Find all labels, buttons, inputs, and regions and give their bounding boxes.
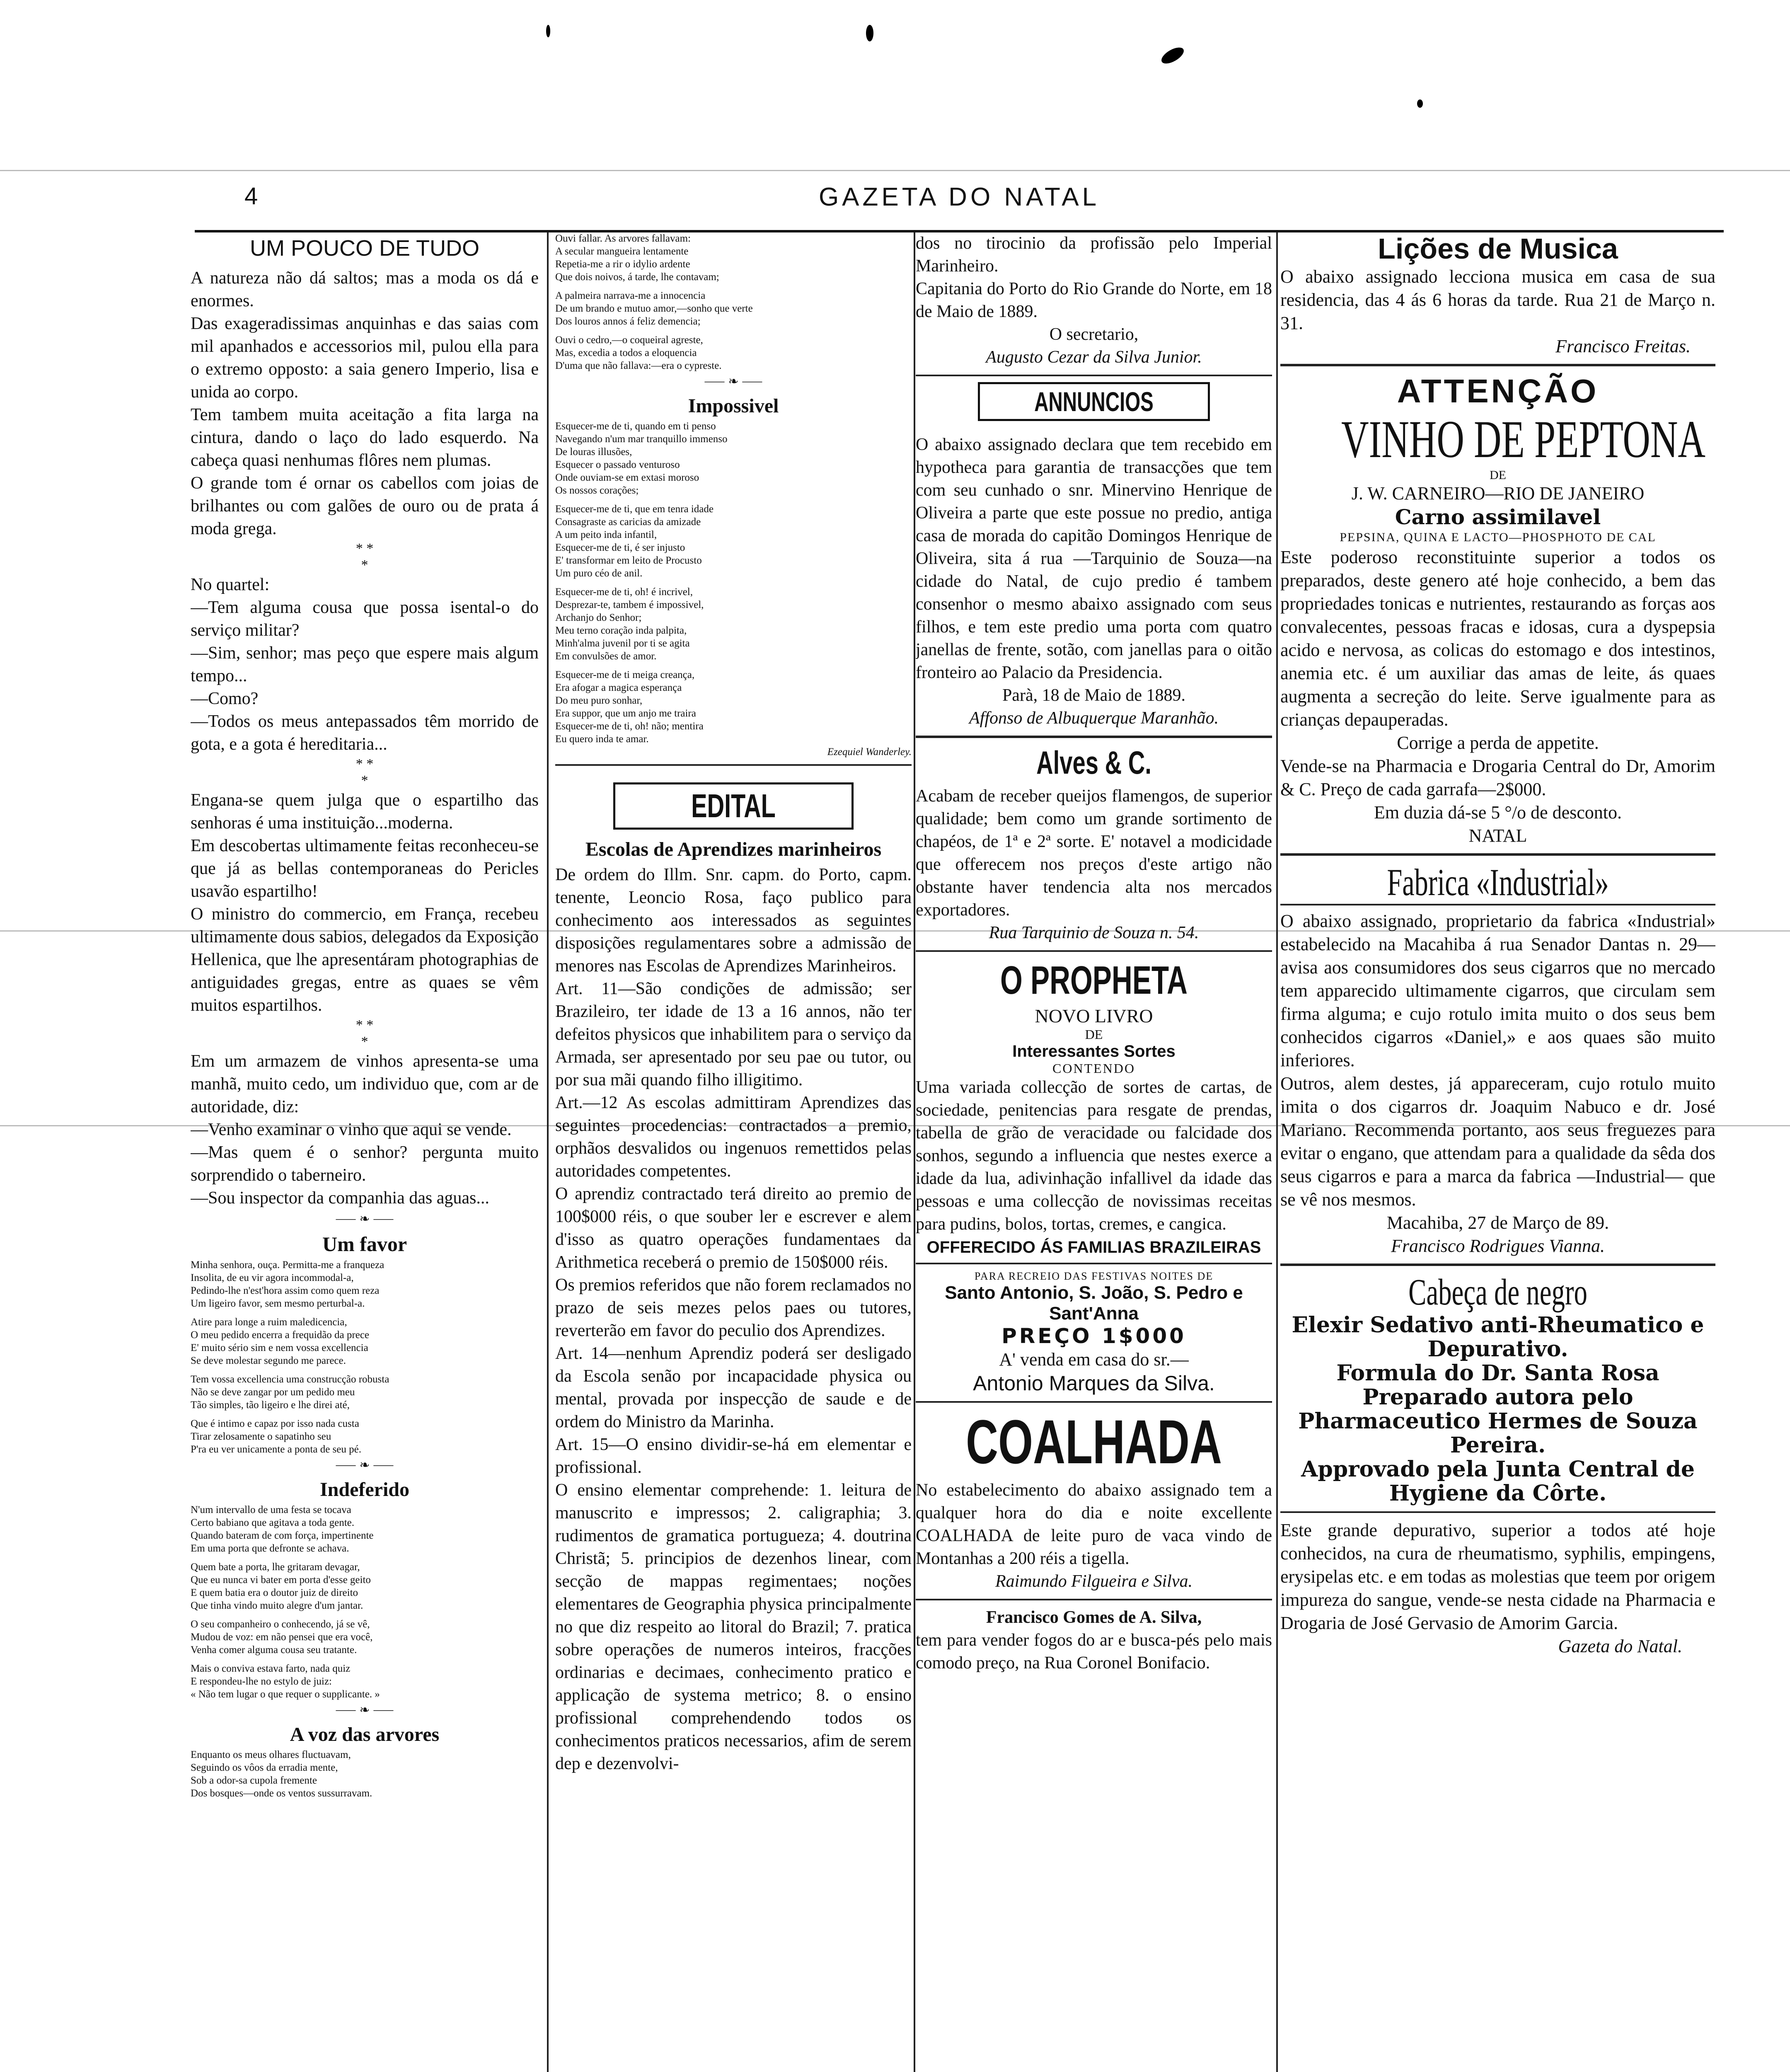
vinho-paragraph: Vende-se na Pharmacia e Drogaria Central do Dr, Amorim & C. Preço de cada garrafa—2$000. — [1280, 756, 1715, 799]
verse-line: Esquecer-me de ti, oh! é incrivel, — [555, 586, 693, 598]
article-paragraph: Engana-se quem julga que o espartilho das senhoras é uma instituição...moderna. — [191, 791, 539, 833]
poem-continuation — [555, 232, 912, 372]
verse-line: Esquecer o passado venturoso — [555, 459, 680, 470]
verse-line — [555, 328, 912, 334]
verse-line: Um puro céo de anil. — [555, 568, 643, 579]
verse-line: De um brando e mutuo amor,—sonho que verte — [555, 303, 753, 314]
verse-line: Certo babiano que agitava a toda gente. — [191, 1517, 354, 1528]
propheta-santos: Santo Antonio, S. João, S. Pedro e Sant'Anna — [945, 1283, 1243, 1324]
dialogue-line: —Todos os meus antepassados têm morrido de gota, e a gota é hereditaria... — [191, 712, 539, 754]
section-divider — [916, 736, 1272, 738]
edital-paragraph: O aprendiz contractado terá direito ao premio de 100$000 réis, o que souber ler e escrever e alem d'isso as quatro operações fundamentaes da Arithmetica receberá o premio de 150$000 réis. — [555, 1184, 912, 1272]
verse-line: Atire para longe a ruim maledicencia, — [191, 1317, 347, 1328]
verse-line: A secular mangueira lentamente — [555, 246, 689, 257]
verse-line: Esquecer-me de ti meiga creança, — [555, 669, 695, 680]
article-paragraph: O ministro do commercio, em França, recebeu ultimamente dous sabios, delegados da Exposição Hellenica, que lhe apresentáram photographias de antiguidades gregas, entre as quaes se vêm muitos espartilhos. — [191, 905, 539, 1015]
licoes-signature: Francisco Freitas. — [1555, 336, 1691, 356]
verse-line: Quem bate a porta, lhe gritaram devagar, — [191, 1561, 360, 1573]
propheta-subtitle: NOVO LIVRO — [1035, 1005, 1153, 1026]
edital-continuation: dos no tirocinio da profissão pelo Imperial Marinheiro. — [916, 234, 1272, 276]
verse-line: Que eu nunca vi bater em porta d'esse geito — [191, 1574, 371, 1585]
article-paragraph: Em descobertas ultimamente feitas reconheceu-se que já as bellas contemporaneas do Pericles usavão espartilho! — [191, 836, 539, 901]
verse-line: Os nossos corações; — [555, 485, 639, 496]
verse-line: Um ligeiro favor, sem mesmo perturbal-a. — [191, 1298, 365, 1309]
verse-line: D'uma que não fallava:—era o cypreste. — [555, 360, 722, 371]
propheta-de: DE — [1085, 1027, 1103, 1042]
ornament-divider: ⸺ ❧ ⸺ — [335, 1703, 394, 1717]
propheta-title: O PROPHETA — [1000, 958, 1188, 1002]
poem-um-favor — [191, 1259, 539, 1456]
verse-line: Quando bateram de com força, impertinente — [191, 1530, 374, 1541]
verse-line: Venha comer alguma cousa seu tratante. — [191, 1644, 357, 1656]
verse-line — [191, 1310, 539, 1316]
annuncio-paragraph: O abaixo assignado declara que tem recebido em hypotheca para garantia de transacções que tem com seu cunhado o snr. Minervino Henrique de Oliveira a parte que este possue no predio, antiga casa de morada do capitão Domingos Henrique de Oliveira, sita á rua —Tarquinio de Souza—na cidade do Natal, de cujo predio é tambem consenhor o mesmo abaixo assignado com seus filhos, e tem este predio uma porta com quatro janellas de frente, sotão, com janellas para o oitão fronteiro ao Palacio da Presidencia. — [916, 435, 1272, 682]
verse-line: E quem batia era o doutor juiz de direito — [191, 1587, 358, 1598]
verse-line: Mudou de voz: em não pensei que era você, — [191, 1631, 373, 1643]
verse-line: Esquecer-me de ti, que em tenra idade — [555, 503, 714, 515]
column-4 — [1280, 232, 1715, 2072]
licoes-title: Lições de Musica — [1378, 232, 1618, 265]
section-divider — [555, 764, 912, 766]
licoes-paragraph: O abaixo assignado lecciona musica em casa de sua residencia, das 4 ás 6 horas da tarde. Rua 21 de Março n. 31. — [1280, 266, 1715, 333]
verse-line: Tão simples, tão ligeiro e lhe direi até, — [191, 1399, 350, 1411]
section-divider — [916, 1401, 1272, 1403]
article-paragraph: A natureza não dá saltos; mas a moda os dá e enormes. — [191, 269, 539, 310]
verse-line: Esquecer-me de ti, quando em ti penso — [555, 421, 716, 432]
edital-paragraph: O ensino elementar comprehende: 1. leitura de manuscrito e impressos; 2. caligraphia; 3. rudimentos de gramatica portugueza; 4. doutrina Christã; 5. principios de dezenhos linear, com secção de mappas regimentaes; noções elementares de Geographia physica principalmente no que diz respeito ao litoral do Brazil; 7. pratica sobre operações de numeros inteiros, fracções ordinarias e decimaes, conhecimento pratico e applicação de systema metrico; 8. o ensino profissional comprehendendo todos os conhecimentos praticos necessarios, afim de serem dep e dezenvolvi- — [555, 1481, 912, 1773]
cabeca-title: Cabeça de negro — [1408, 1272, 1587, 1313]
coalhada-title: COALHADA — [966, 1407, 1222, 1477]
section-stars: * * * — [356, 756, 374, 788]
verse-line: Dos louros annos á feliz demencia; — [555, 316, 701, 327]
attencao-heading: ATTENÇÃO — [1397, 373, 1599, 409]
vinho-paragraph: Em duzia dá-se 5 °/o de desconto. — [1374, 802, 1622, 823]
cabeca-preparado: Preparado autora pelo Pharmaceutico Hermes de Souza Pereira. — [1298, 1385, 1698, 1458]
edital-paragraph: Os premios referidos que não forem reclamados no prazo de seis mezes pelos paes ou tutores, reverterão em favor do peculio dos Aprendizes. — [555, 1276, 912, 1340]
propheta-contendo: CONTENDO — [1052, 1061, 1135, 1076]
verse-line: Minha senhora, ouça. Permitta-me a franqueza — [191, 1259, 385, 1271]
ink-speck — [1417, 99, 1423, 108]
fabrica-paragraph: Outros, alem destes, já appareceram, cujo rotulo muito imita o dos cigarros dr. Joaquim Nabuco e dr. José Mariano. Recommenda portanto, aos seus freguezes para evitar o engano, que attendam para a qualidade da sêda dos seus cigarros e para a marca da fabrica —Industrial— que se vê nos mesmos. — [1280, 1073, 1715, 1210]
verse-line: Onde ouviam-se em extasi moroso — [555, 472, 699, 483]
gomes-title: Francisco Gomes de A. Silva, — [986, 1608, 1202, 1627]
article-paragraph: Em um armazem de vinhos apresenta-se uma manhã, muito cedo, um individuo que, com ar de autoridade, diz: — [191, 1052, 539, 1116]
column-divider — [914, 232, 915, 2072]
newspaper-title: GAZETA DO NATAL — [818, 183, 1100, 211]
propheta-paragraph: Uma variada collecção de sortes de cartas, de sociedade, penitencias para resgate de prendas, tabella de grão de veracidade ou falcidade dos sonhos, segundo a influencia que nestes exerce a idade da lua, adivinhação infallivel da idade das pessoas e uma collecção de novissimas receitas para pudins, bolos, tortas, cremes, e cangica. — [916, 1078, 1272, 1234]
dialogue-line: —Sim, senhor; mas peço que espere mais algum tempo... — [191, 644, 539, 685]
vinho-maker: J. W. CARNEIRO—RIO DE JANEIRO — [1351, 483, 1645, 503]
edital-paragraph: Art.—12 As escolas admittiram Aprendizes das seguintes procedencias: contractados a premio, orphãos desvalidos ou ingenuos remettidos pelas autoridades competentes. — [555, 1093, 912, 1181]
annuncio-signature: Affonso de Albuquerque Maranhão. — [969, 709, 1219, 728]
poem-signature: Ezequiel Wanderley. — [827, 746, 912, 758]
poem-title-voz-das-arvores: A voz das arvores — [290, 1723, 440, 1745]
verse-line: Tem vossa excellencia uma construcção robusta — [191, 1374, 389, 1385]
verse-line: Não se deve zangar por um pedido meu — [191, 1387, 355, 1398]
verse-line: Esquecer-me de ti, é ser injusto — [555, 542, 685, 553]
verse-line: Archanjo do Senhor; — [555, 612, 642, 623]
verse-line: Esquecer-me de ti, oh! não; mentira — [555, 721, 704, 732]
verse-line: Repetia-me a rir o idylio ardente — [555, 259, 690, 270]
verse-line — [191, 1555, 539, 1561]
vinho-pepsina: PEPSINA, QUINA E LACTO—PHOSPHOTO DE CAL — [1340, 530, 1656, 544]
verse-line — [555, 497, 912, 503]
page-header — [195, 182, 1724, 215]
verse-line: Era afogar a magica esperança — [555, 682, 682, 693]
annuncios-title: ANNUNCIOS — [1034, 386, 1154, 417]
annuncio-date: Parà, 18 de Maio de 1889. — [1002, 686, 1186, 705]
verse-line: Insolita, de eu vir agora incommodal-a, — [191, 1272, 354, 1283]
verse-line: E' transformar em leito de Procusto — [555, 555, 702, 566]
verse-line — [191, 1612, 539, 1618]
propheta-venda: A' venda em casa do sr.— — [999, 1349, 1189, 1370]
fabrica-paragraph: O abaixo assignado, proprietario da fabrica «Industrial» estabelecido na Macahiba á rua Senador Dantas n. 29—avisa aos consumidores dos seus cigarros que no mercado tem apparecido ultimamente cigarros, que circulam sem firma alguma; e cujo rotulo imita muito o dos seus bem conhecidos cigarros «Daniel,» e aos quaes são muito inferiores. — [1280, 911, 1715, 1070]
verse-line: Que dois noivos, á tarde, lhe contavam; — [555, 271, 719, 283]
edital-paragraph: Art. 11—São condições de admissão; ser Brazileiro, ter idade de 13 a 16 annos, não ter defeitos physicos que inhabilitem para o serviço da Armada, ser apresentado por seu pae ou tutor, ou por sua mãi quando filho illigitimo. — [555, 979, 912, 1089]
ink-speck — [1159, 44, 1186, 67]
dialogue-line: —Mas quem é o senhor? pergunta muito sorprendido o taberneiro. — [191, 1143, 539, 1185]
poem-impossivel — [555, 420, 912, 746]
verse-line: A um peito inda infantil, — [555, 529, 657, 540]
vinho-title: VINHO DE PEPTONA — [1341, 410, 1705, 469]
fold-line-top — [0, 170, 1790, 171]
cabeca-signature: Gazeta do Natal. — [1558, 1636, 1682, 1656]
verse-line: Consagraste as caricias da amizade — [555, 516, 701, 528]
edital-continuation: Capitania do Porto do Rio Grande do Norte, em 18 de Maio de 1889. — [916, 279, 1272, 321]
section-stars: * * * — [356, 1017, 374, 1049]
article-paragraph: O grande tom é ornar os cabellos com joias de brilhantes ou com galões de ouro ou de prata á moda grega. — [191, 474, 539, 538]
ornament-divider: ⸺ ❧ ⸺ — [704, 375, 763, 388]
alves-paragraph: Acabam de receber queijos flamengos, de superior qualidade; bem como um grande sortimento de chapéos, de 1ª e 2ª sorte. E' notavel a modicidade que offerecem nos preços d'este artigo não obstante haver tendencia alta nos mercados exportadores. — [916, 787, 1272, 920]
section-divider — [916, 375, 1272, 376]
alves-title: Alves & C. — [1036, 744, 1151, 781]
poem-voz-das-arvores — [191, 1748, 539, 1800]
vinho-carno: Carno assimilavel — [1395, 505, 1601, 529]
verse-line: Pedindo-lhe n'est'hora assim como quem reza — [191, 1285, 380, 1296]
section-divider — [916, 950, 1272, 952]
verse-line: Em uma porta que defronte se achava. — [191, 1543, 349, 1554]
verse-line: N'um intervallo de uma festa se tocava — [191, 1504, 351, 1515]
fabrica-signature: Francisco Rodrigues Vianna. — [1391, 1236, 1605, 1256]
verse-line: Ouvi fallar. As arvores fallavam: — [555, 233, 691, 244]
article-paragraph: No quartel: — [191, 575, 270, 594]
poem-indeferido — [191, 1503, 539, 1701]
edital-paragraph: Art. 15—O ensino dividir-se-há em elementar e profissional. — [555, 1435, 912, 1477]
verse-line: P'ra eu ver unicamente a ponta de seu pé. — [191, 1444, 361, 1455]
section-divider — [1280, 1264, 1715, 1266]
secretario-label: O secretario, — [1049, 325, 1139, 344]
dialogue-line: —Sou inspector da companhia das aguas... — [191, 1188, 489, 1208]
section-divider — [916, 1263, 1272, 1264]
escolas-title: Escolas de Aprendizes marinheiros — [585, 838, 882, 860]
page-number: 4 — [244, 183, 258, 210]
section-divider — [1280, 904, 1715, 905]
verse-line: Em convulsões de amor. — [555, 651, 657, 662]
edital-title: EDITAL — [691, 787, 776, 824]
propheta-festas: PARA RECREIO DAS FESTIVAS NOITES DE — [974, 1270, 1214, 1282]
poem-title-um-favor: Um favor — [322, 1232, 407, 1256]
column-2 — [555, 232, 912, 2072]
verse-line — [191, 1656, 539, 1662]
verse-line: Meu terno coração inda palpita, — [555, 625, 687, 636]
vinho-paragraph: Este poderoso reconstituinte superior a todos os preparados, deste genero até hoje conhecido, a bem das propriedades tonicas e nutrientes, restaurando as forças aos convalecentes, pessoas fracas e idosas, cura a dyspepsia acido e nervosa, as colicas do estomago e dos intestinos, anemia etc. é um auxiliar das amas de leite, ás quaes augmenta a secreção do leite. Serve igualmente para as crianças depauperadas. — [1280, 547, 1715, 730]
edital-paragraph: Art. 14—nenhum Aprendiz poderá ser desligado da Escola senão por incapacidade physica ou mental, provada por inspecção de saude e de ordem do Ministro da Marinha. — [555, 1344, 912, 1431]
coalhada-paragraph: No estabelecimento do abaixo assignado tem a qualquer hora do dia e noite excellente COALHADA de leite puro de vaca vindo de Montanhas a 200 réis a tigella. — [916, 1481, 1272, 1568]
fabrica-date: Macahiba, 27 de Março de 89. — [1386, 1213, 1609, 1233]
verse-line: Mas, excedia a todos a eloquencia — [555, 347, 697, 358]
verse-line: E respondeu-lhe no estylo de juiz: — [191, 1676, 332, 1687]
verse-line — [555, 580, 912, 586]
ornament-divider: ⸺ ❧ ⸺ — [335, 1458, 394, 1472]
propheta-venda-name: Antonio Marques da Silva. — [973, 1372, 1215, 1395]
verse-line: Eu quero inda te amar. — [555, 733, 649, 745]
verse-line — [555, 283, 912, 289]
section-divider — [916, 1599, 1272, 1600]
vinho-de: DE — [1490, 468, 1506, 482]
column-3 — [916, 232, 1272, 2072]
edital-box — [613, 782, 854, 830]
column-divider — [547, 232, 549, 2072]
article-paragraph: Tem tambem muita aceitação a fita larga na cintura, dando o laço do lado esquerdo. Na cabeça quasi nenhumas flôres nem plumas. — [191, 405, 539, 470]
verse-line: Dos bosques—onde os ventos sussurravam. — [191, 1788, 373, 1799]
propheta-offer: OFFERECIDO ÁS FAMILIAS BRAZILEIRAS — [926, 1238, 1261, 1256]
column-1 — [191, 232, 539, 2072]
poem-title-impossivel: Impossivel — [688, 395, 779, 417]
section-heading-um-pouco-de-tudo: UM POUCO DE TUDO — [249, 236, 480, 261]
verse-line: Ouvi o cedro,—o coqueiral agreste, — [555, 334, 703, 346]
verse-line: Do meu puro sonhar, — [555, 695, 643, 706]
verse-line: Navegando n'um mar tranquillo immenso — [555, 433, 728, 445]
verse-line: E' muito sério sim e nem vossa excellencia — [191, 1342, 368, 1353]
verse-line: Se deve molestar segundo me parece. — [191, 1355, 346, 1366]
verse-line: O meu pedido encerra a frequidão da prece — [191, 1329, 370, 1341]
verse-line — [191, 1411, 539, 1417]
verse-line: Que é intimo e capaz por isso nada custa — [191, 1418, 359, 1429]
alves-address: Rua Tarquinio de Souza n. 54. — [989, 923, 1199, 942]
verse-line: A palmeira narrava-me a innocencia — [555, 290, 706, 301]
annuncios-box — [978, 382, 1210, 421]
verse-line — [555, 663, 912, 668]
cabeca-approvado: Approvado pela Junta Central de Hygiene da Côrte. — [1301, 1457, 1695, 1506]
dialogue-line: —Como? — [191, 689, 259, 708]
secretario-name: Augusto Cezar da Silva Junior. — [986, 348, 1202, 367]
cabeca-subtitle: Elexir Sedativo anti-Rheumatico e Depurativo. — [1292, 1312, 1704, 1362]
ink-speck — [866, 25, 873, 41]
article-paragraph: Das exageradissimas anquinhas e das saias com mil apanhados e accessorios mil, pulou ella para o extremo opposto: a saia genero Imperio, lisa e unida ao corpo. — [191, 314, 539, 402]
verse-line: Era suppor, que um anjo me traira — [555, 708, 696, 719]
section-divider — [1280, 853, 1715, 856]
vinho-natal: NATAL — [1468, 825, 1527, 846]
ink-speck — [546, 25, 550, 37]
verse-line — [191, 1367, 539, 1373]
fabrica-title: Fabrica «Industrial» — [1387, 861, 1609, 903]
verse-line: Que tinha vindo muito alegre d'um jantar. — [191, 1600, 363, 1611]
ornament-divider: ⸺ ❧ ⸺ — [335, 1212, 394, 1226]
verse-line: Minh'alma juvenil por ti se agita — [555, 638, 690, 649]
section-stars: * * * — [356, 541, 374, 573]
verse-line: O seu companheiro o conhecendo, já se vê, — [191, 1619, 370, 1630]
section-divider — [1280, 364, 1715, 366]
propheta-preco: PREÇO 1$000 — [1001, 1324, 1186, 1348]
verse-line: Desprezar-te, tambem é impossivel, — [555, 599, 704, 610]
dialogue-line: —Venho examinar o vinho que aqui se vende. — [191, 1120, 512, 1139]
verse-line: De louras illusões, — [555, 446, 632, 457]
verse-line: Mais o conviva estava farto, nada quiz — [191, 1663, 351, 1674]
verse-line: Sob a odor-sa cupola fremente — [191, 1775, 317, 1786]
verse-line: Seguindo os vôos da erradia mente, — [191, 1762, 338, 1773]
propheta-sortes: Interessantes Sortes — [1012, 1042, 1176, 1060]
dialogue-line: —Tem alguma cousa que possa isental-o do serviço militar? — [191, 598, 539, 640]
section-divider — [1280, 1511, 1715, 1513]
cabeca-paragraph: Este grande depurativo, superior a todos até hoje conhecidos, na cura de rheumatismo, syphilis, empingens, erysipelas etc. e em todas as molestias que teem por origem impureza do sangue, vende-se nesta cidade na Pharmacia e Drogaria de José Gervasio de Amorim Garcia. — [1280, 1520, 1715, 1633]
poem-title-indeferido: Indeferido — [320, 1479, 409, 1501]
edital-paragraph: De ordem do Illm. Snr. capm. do Porto, capm. tenente, Leoncio Rosa, faço publico para conhecimento aos interessados as seguintes disposições regulamentares sobre a admissão de menores nas Escolas de Aprendizes Marinheiros. — [555, 865, 912, 975]
verse-line: « Não tem lugar o que requer o supplicante. » — [191, 1689, 380, 1700]
verse-line: Enquanto os meus olhares fluctuavam, — [191, 1749, 351, 1760]
vinho-paragraph: Corrige a perda de appetite. — [1397, 733, 1599, 753]
cabeca-formula: Formula do Dr. Santa Rosa — [1336, 1360, 1659, 1386]
verse-line: Tirar zelosamente o sapatinho seu — [191, 1431, 331, 1442]
gomes-paragraph: tem para vender fogos do ar e busca-pés pelo mais comodo preço, na Rua Coronel Bonifacio. — [916, 1631, 1272, 1673]
column-divider — [1276, 232, 1278, 2072]
coalhada-signature: Raimundo Filgueira e Silva. — [995, 1572, 1193, 1591]
